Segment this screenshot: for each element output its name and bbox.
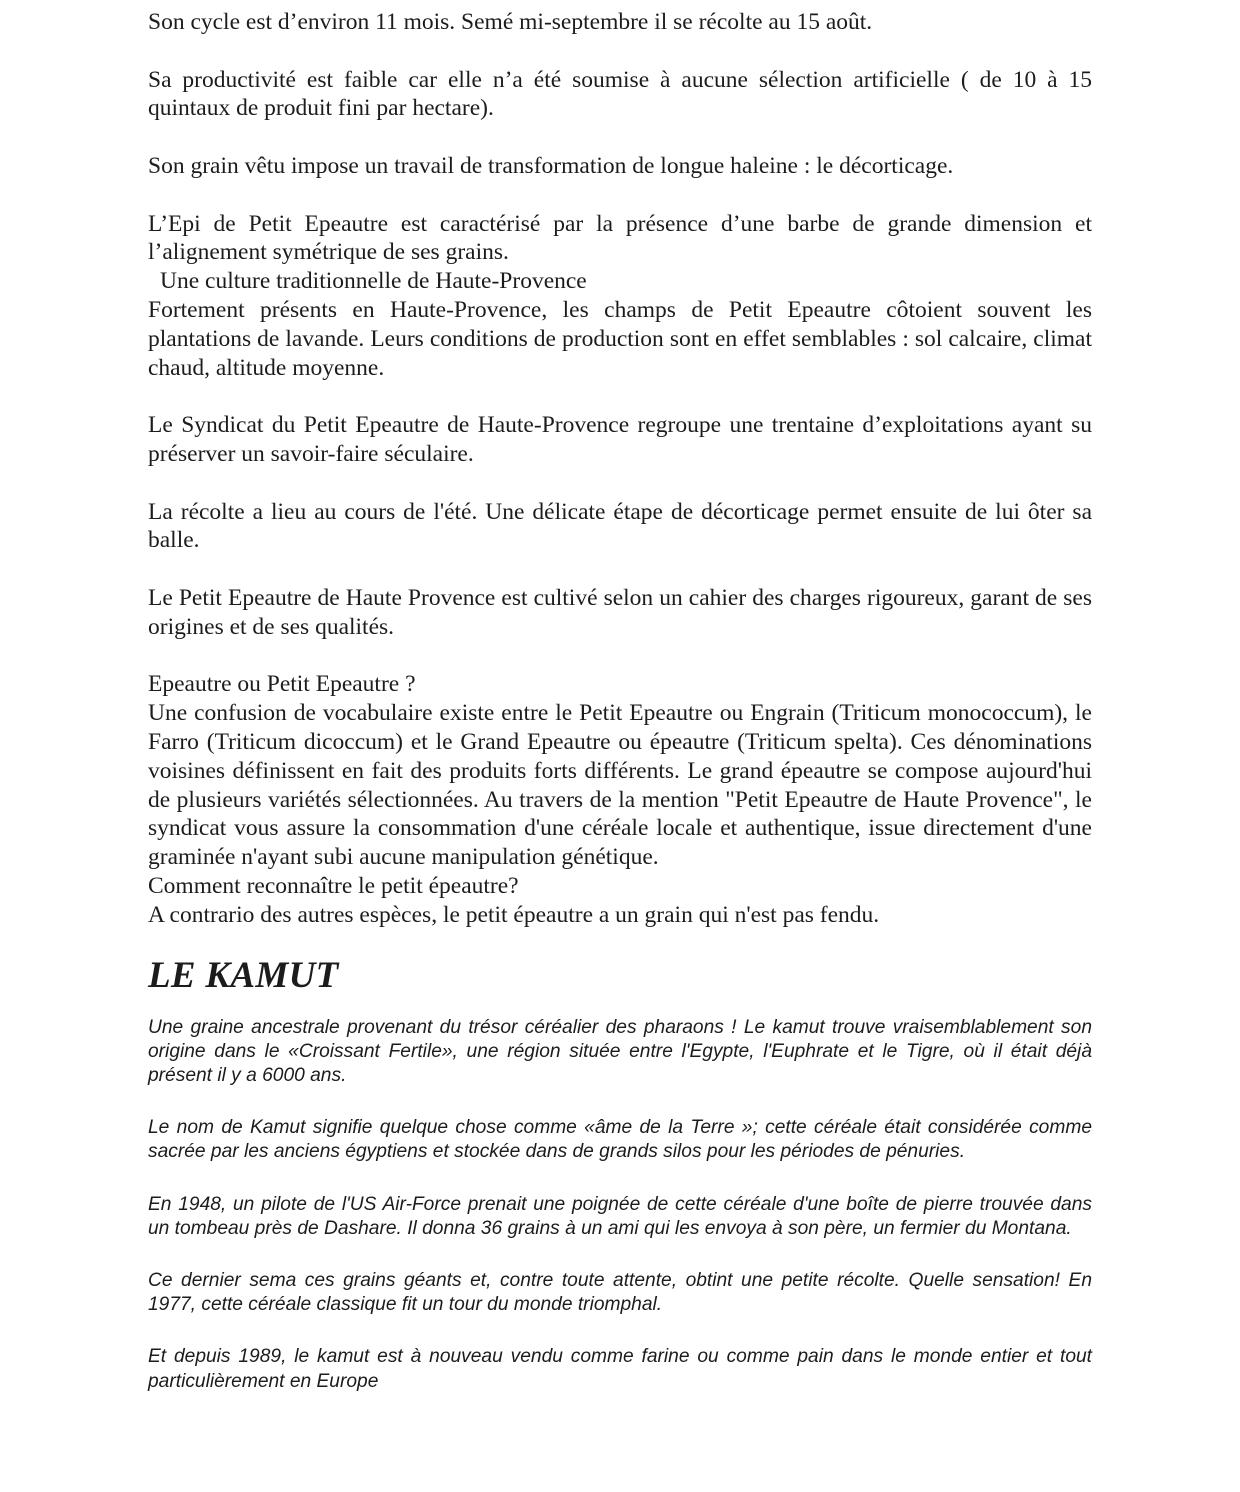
paragraph-haute-provence: Fortement présents en Haute-Provence, les champs de Petit Epeautre côtoient souvent les plantations de lavande. Leurs conditions de production sont en effet semblables : sol calcaire, climat chaud, altitude moyenne. bbox=[148, 296, 1092, 381]
paragraph-productivite: Sa productivité est faible car elle n’a été soumise à aucune sélection artificielle ( de 10 à 15 quintaux de produit fini par hectare). bbox=[148, 66, 1092, 122]
paragraph-recolte: La récolte a lieu au cours de l'été. Une délicate étape de décorticage permet ensuite de lui ôter sa balle. bbox=[148, 498, 1092, 554]
paragraph-confusion: Une confusion de vocabulaire existe entre le Petit Epeautre ou Engrain (Triticum monococcum), le Farro (Triticum dicoccum) et le Grand Epeautre ou épeautre (Triticum spelta). Ces dénominations voisines définissent en fait des produits forts différents. Le grand épeautre se compose aujourd'hui de plusieurs variétés sélectionnées. Au travers de la mention "Petit Epeautre de Haute Provence", le syndicat vous assure la consommation d'une céréale locale et authentique, issue directement d'une graminée n'ayant subi aucune manipulation génétique. bbox=[148, 700, 1092, 871]
paragraph-epi: L’Epi de Petit Epeautre est caractérisé par la présence d’une barbe de grande dimension et l’alignement symétrique de ses grains. bbox=[148, 210, 1092, 266]
paragraph-syndicat: Le Syndicat du Petit Epeautre de Haute-Provence regroupe une trentaine d’exploitations ayant su préserver un savoir-faire séculaire. bbox=[148, 412, 1092, 467]
document-page bbox=[148, 8, 1092, 1422]
paragraph-grain-non-fendu: A contrario des autres espèces, le petit épeautre a un grain qui n'est pas fendu. bbox=[148, 901, 880, 928]
kamut-paragraph-1948: En 1948, un pilote de l'US Air-Force prenait une poignée de cette céréale d'une boîte de pierre trouvée dans un tombeau près de Dashare. Il donna 36 grains à un ami qui les envoya à son père, un fermier du Montana. bbox=[148, 1193, 1092, 1239]
subheading-reconnaitre: Comment reconnaître le petit épeautre? bbox=[148, 872, 519, 899]
subheading-culture: Une culture traditionnelle de Haute-Provence bbox=[160, 268, 587, 295]
paragraph-grain-vetu: Son grain vêtu impose un travail de transformation de longue haleine : le décorticage. bbox=[148, 152, 954, 179]
kamut-paragraph-nom: Le nom de Kamut signifie quelque chose comme «âme de la Terre »; cette céréale était considérée comme sacrée par les anciens égyptiens et stockée dans de grands silos pour les périodes de pénuries. bbox=[148, 1117, 1092, 1163]
section-heading-kamut: LE KAMUT bbox=[148, 954, 339, 996]
kamut-paragraph-origine: Une graine ancestrale provenant du trésor céréalier des pharaons ! Le kamut trouve vraisemblablement son origine dans le «Croissant Fertile», une région située entre l'Egypte, l'Euphrate et le Tigre, où il était déjà présent il y a 6000 ans. bbox=[148, 1016, 1092, 1086]
subheading-question: Epeautre ou Petit Epeautre ? bbox=[148, 671, 416, 698]
paragraph-cycle: Son cycle est d’environ 11 mois. Semé mi-septembre il se récolte au 15 août. bbox=[148, 9, 873, 35]
kamut-paragraph-recolte: Ce dernier sema ces grains géants et, contre toute attente, obtint une petite récolte. Quelle sensation! En 1977, cette céréale classique fit un tour du monde triomphal. bbox=[148, 1269, 1092, 1316]
paragraph-cahier-des-charges: Le Petit Epeautre de Haute Provence est cultivé selon un cahier des charges rigoureux, garant de ses origines et de ses qualités. bbox=[148, 584, 1092, 640]
kamut-paragraph-1989: Et depuis 1989, le kamut est à nouveau vendu comme farine ou comme pain dans le monde entier et tout particulièrement en Europe bbox=[148, 1346, 1092, 1392]
